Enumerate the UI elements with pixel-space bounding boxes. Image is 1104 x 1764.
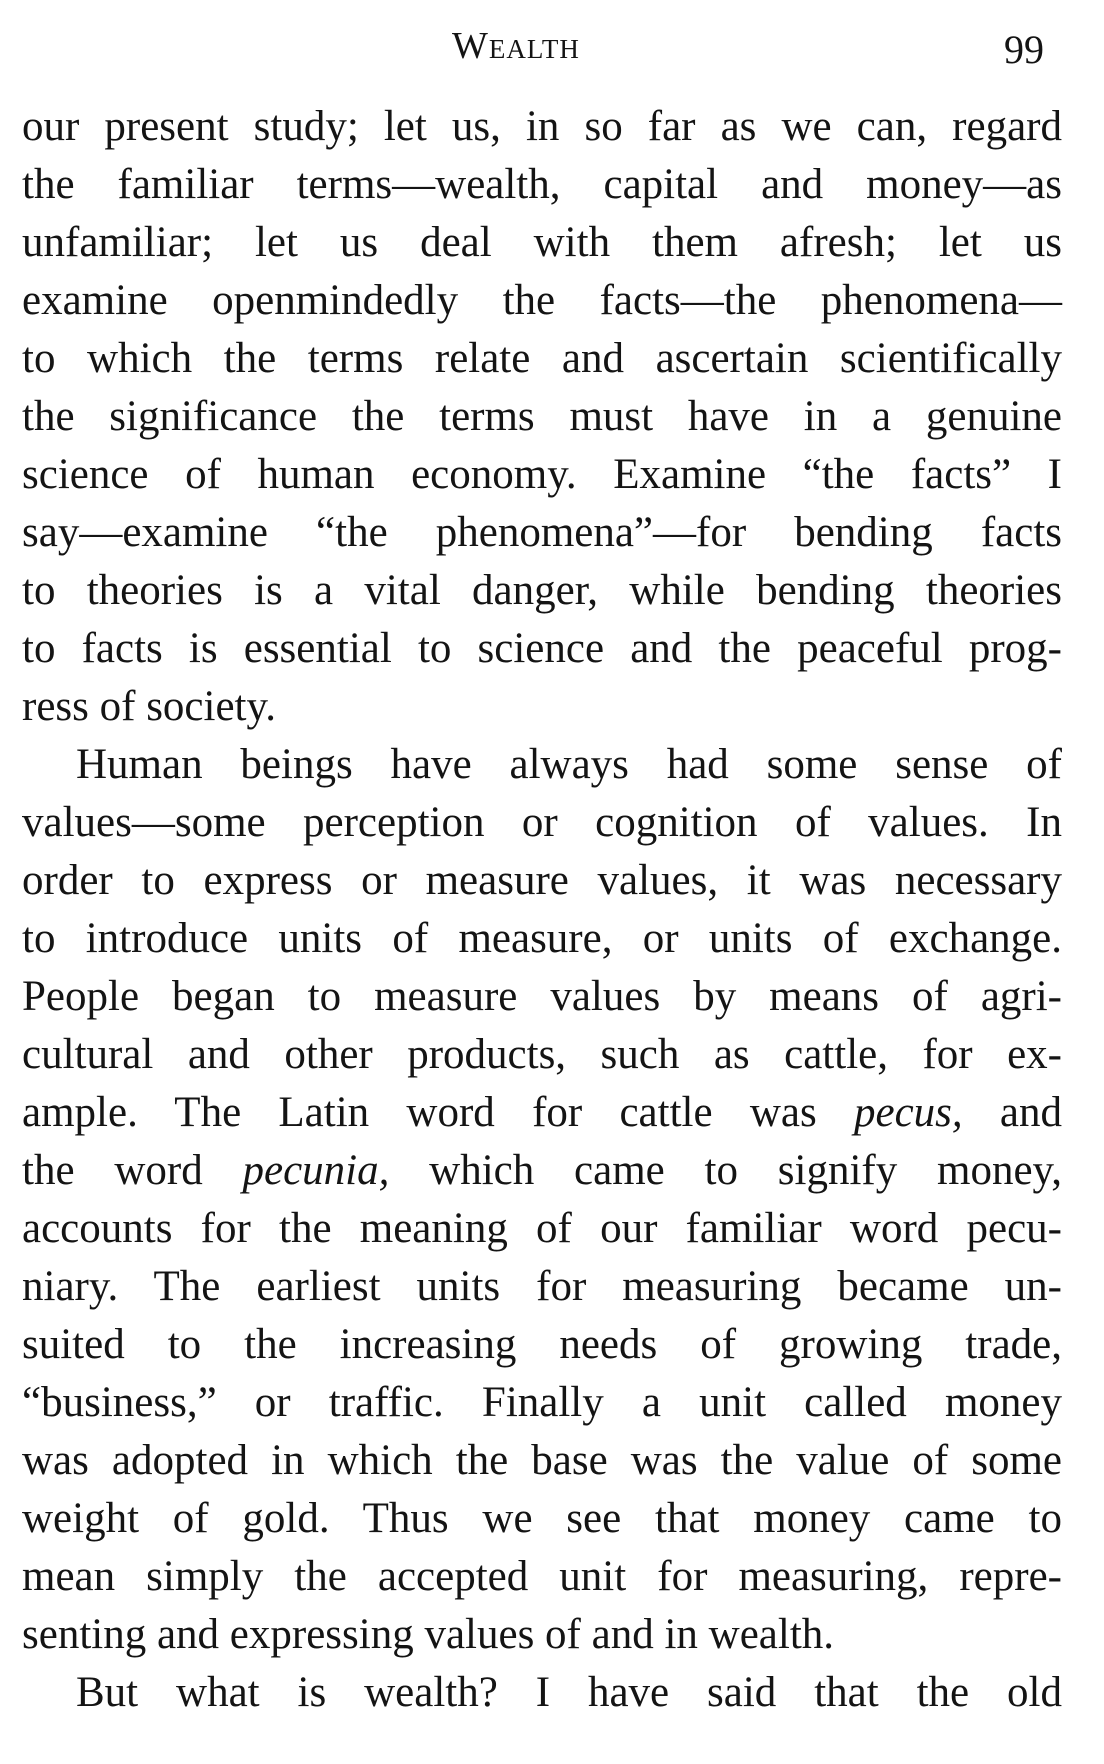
text-line: say—examine “the phenomena”—for bending facts [22, 509, 1062, 556]
text-line: But what is wealth? I have said that the old [76, 1669, 1062, 1716]
text-line: order to express or measure values, it was necessary [22, 857, 1062, 904]
body-text [22, 98, 1062, 1722]
text-line: to which the terms relate and ascertain scientifically [22, 335, 1062, 382]
text-line: the familiar terms—wealth, capital and money—as [22, 161, 1062, 208]
text-line: our present study; let us, in so far as we can, regard [22, 103, 1062, 150]
text-line: cultural and other products, such as cattle, for ex- [22, 1031, 1062, 1078]
text-line: values—some perception or cognition of values. In [22, 799, 1062, 846]
text-line: unfamiliar; let us deal with them afresh; let us [22, 219, 1062, 266]
text-line: mean simply the accepted unit for measuring, repre- [22, 1553, 1062, 1600]
text-line: People began to measure values by means of agri- [22, 973, 1062, 1020]
text-line: “business,” or traffic. Finally a unit called money [22, 1379, 1062, 1426]
text-line: senting and expressing values of and in wealth. [22, 1611, 835, 1658]
paragraph [22, 98, 1062, 736]
text-line: weight of gold. Thus we see that money came to [22, 1495, 1062, 1542]
text-line: to theories is a vital danger, while bending theories [22, 567, 1062, 614]
paragraph [22, 1664, 1062, 1722]
text-line: Human beings have always had some sense of [76, 741, 1062, 788]
text-line: ress of society. [22, 683, 276, 730]
paragraph [22, 736, 1062, 1664]
text-line [22, 1142, 1062, 1200]
text-line: the significance the terms must have in a genuine [22, 393, 1062, 440]
text-line: accounts for the meaning of our familiar word pecu- [22, 1205, 1062, 1252]
text-line: to facts is essential to science and the peaceful prog- [22, 625, 1062, 672]
text-run: and [962, 1089, 1062, 1136]
text-line: was adopted in which the base was the value of some [22, 1437, 1062, 1484]
running-head [0, 14, 1104, 74]
text-line: examine openmindedly the facts—the phenomena— [22, 277, 1062, 324]
text-line [22, 1084, 1062, 1142]
latin-term: pecus, [853, 1089, 963, 1136]
page-number: 99 [1004, 27, 1044, 72]
text-run: the word [22, 1147, 243, 1194]
text-line: to introduce units of measure, or units of exchange. [22, 915, 1062, 962]
text-line: niary. The earliest units for measuring became un- [22, 1263, 1062, 1310]
text-run: which came to signify money, [389, 1147, 1063, 1194]
text-run: ample. The Latin word for cattle was [22, 1089, 854, 1136]
text-line: science of human economy. Examine “the facts” I [22, 451, 1062, 498]
text-line: suited to the increasing needs of growing trade, [22, 1321, 1062, 1368]
chapter-title: Wealth [452, 25, 580, 67]
latin-term: pecunia, [242, 1147, 390, 1194]
